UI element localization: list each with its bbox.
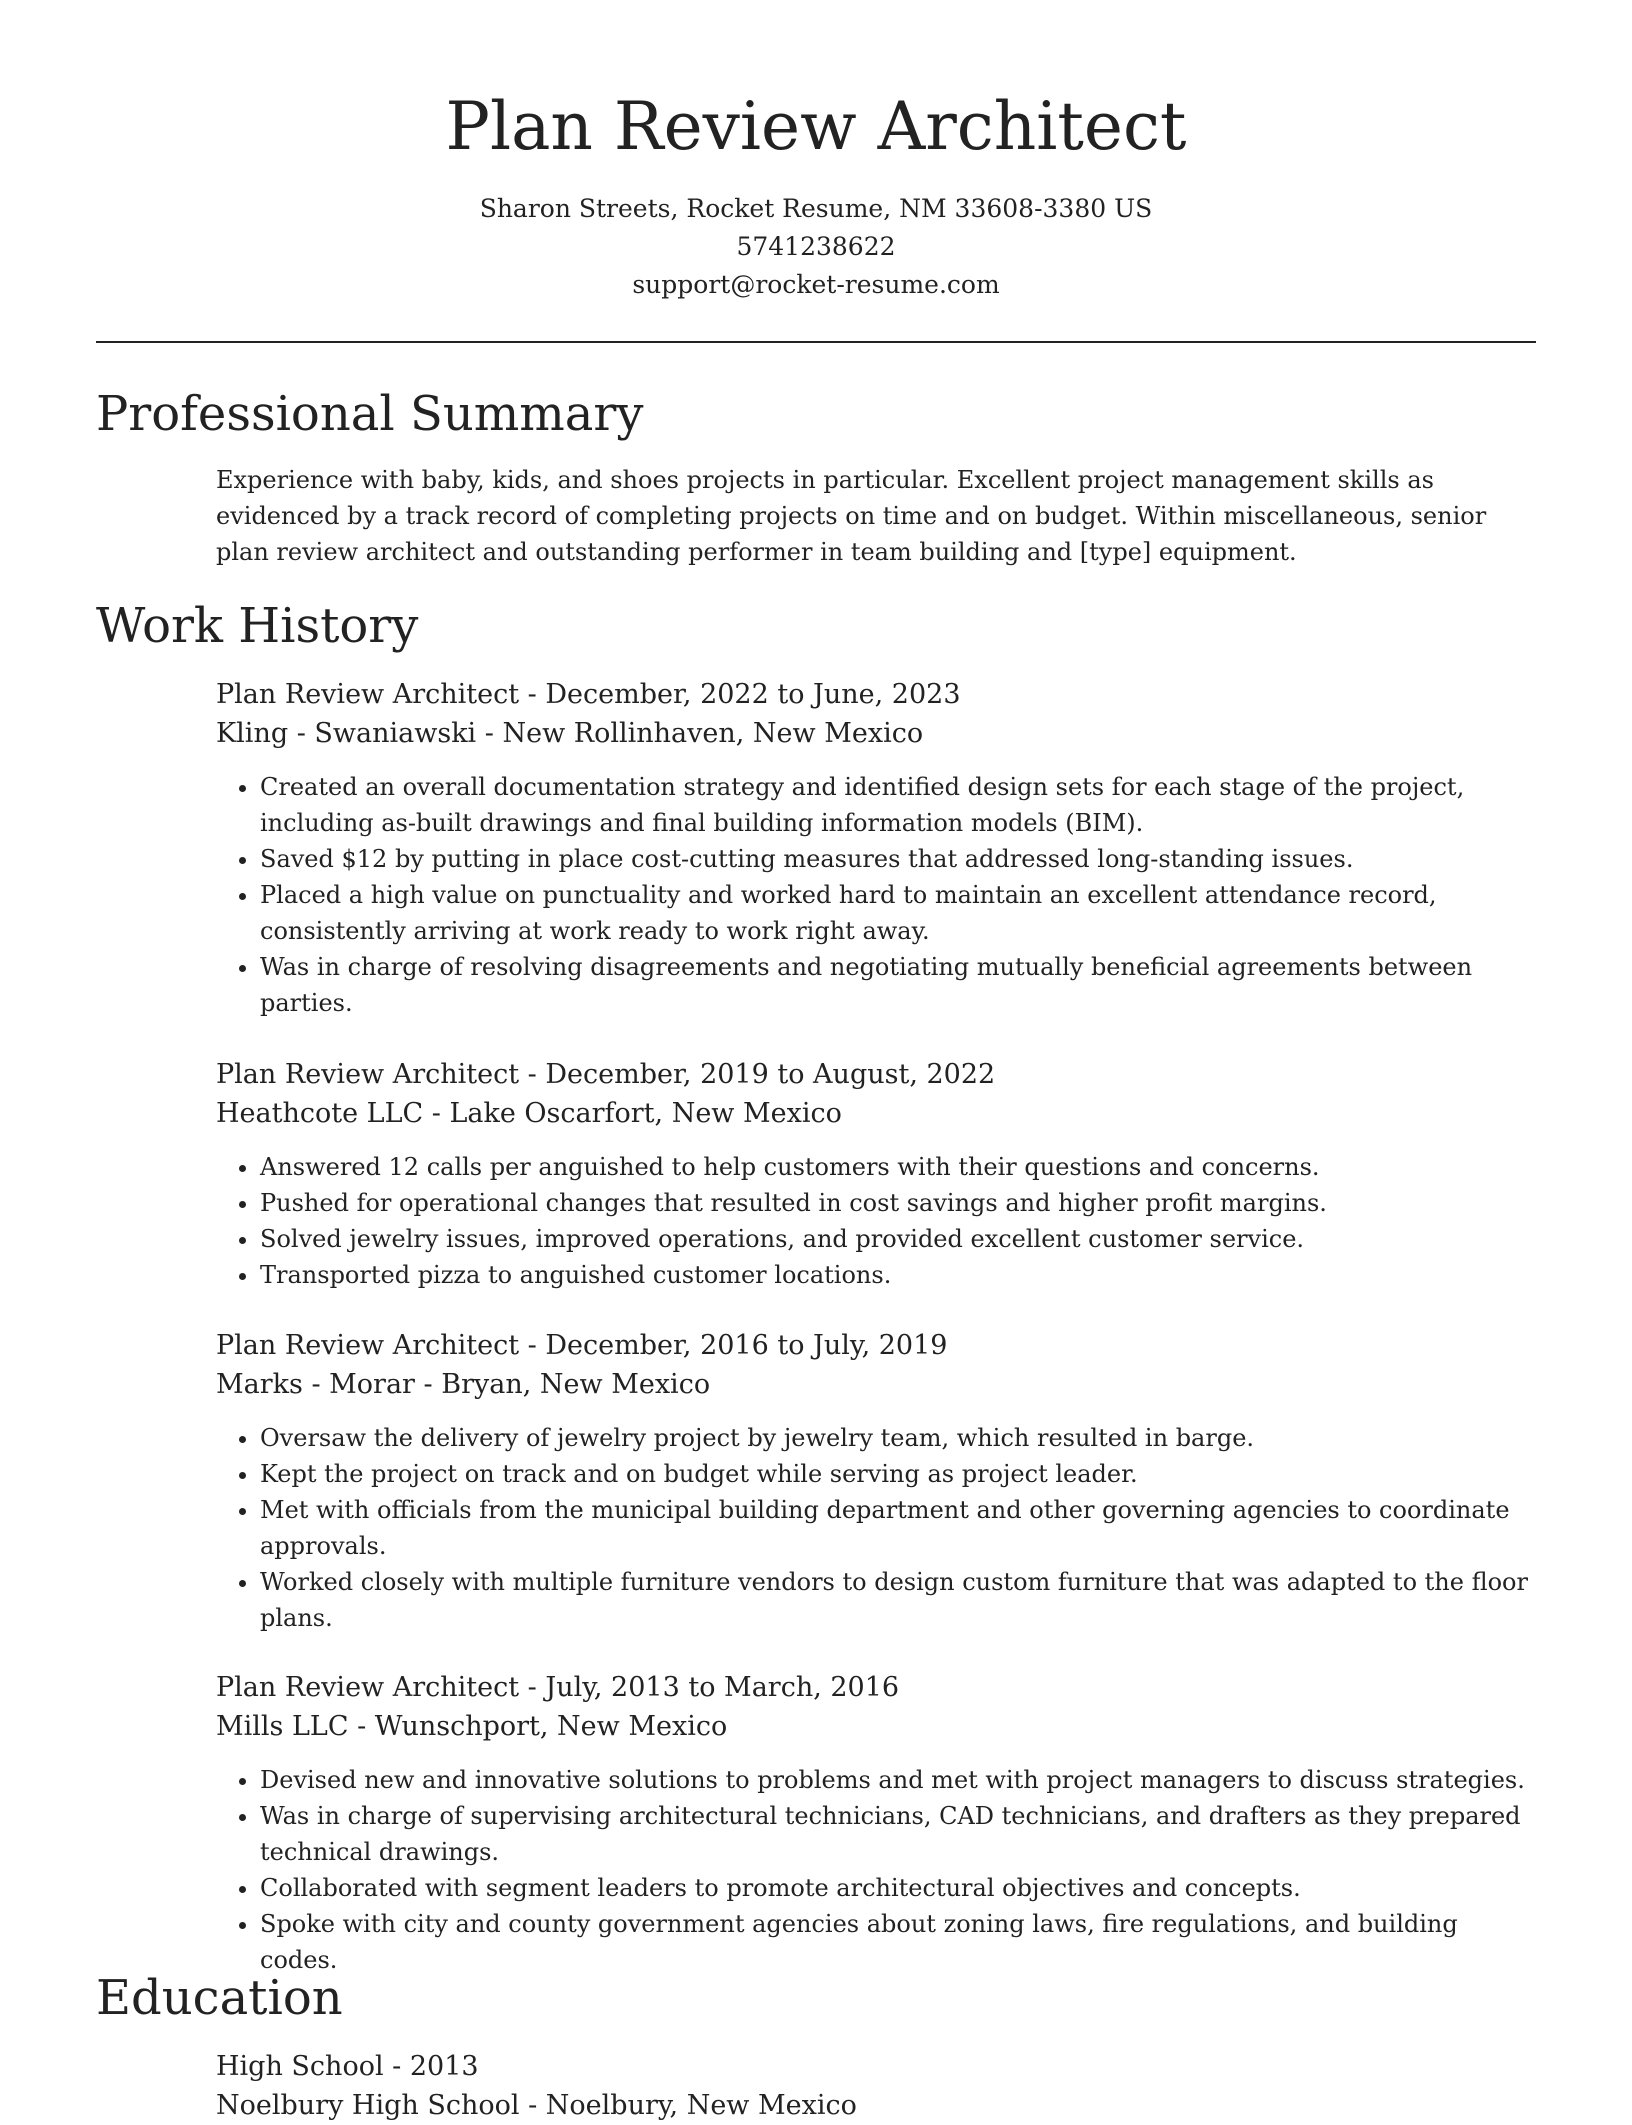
contact-email: support@rocket-resume.com xyxy=(632,270,1000,299)
contact-address: Sharon Streets, Rocket Resume, NM 33608-3380 US xyxy=(479,194,1153,223)
job-bullet-list xyxy=(216,769,1536,1021)
job-bullet: • Placed a high value on punctuality and worked hard to maintain an excellent attendance record, consistently arriving at work ready to work right away. xyxy=(260,877,1536,949)
job-entry xyxy=(216,675,1536,1021)
work-history-heading: Work History xyxy=(96,598,419,654)
education-degree-year: High School - 2013 xyxy=(216,2051,479,2082)
job-bullet: • Was in charge of resolving disagreements and negotiating mutually beneficial agreements between parties. xyxy=(260,949,1536,1021)
job-bullet-list xyxy=(216,1149,1536,1293)
job-company-location: Marks - Morar - Bryan, New Mexico xyxy=(216,1369,711,1400)
job-bullet: • Worked closely with multiple furniture vendors to design custom furniture that was adapted to the floor plans. xyxy=(260,1564,1536,1636)
job-bullet: • Solved jewelry issues, improved operations, and provided excellent customer service. xyxy=(260,1221,1536,1257)
education-entry xyxy=(216,2047,1536,2125)
summary-text: Experience with baby, kids, and shoes projects in particular. Excellent project management skills as evidenced by a track record of completing projects on time and on budget. Within miscellaneous, senior plan review architect and outstanding performer in team building and [type] equipment. xyxy=(216,466,1487,566)
job-bullet: • Was in charge of supervising architectural technicians, CAD technicians, and drafters as they prepared technical drawings. xyxy=(260,1798,1536,1870)
job-title-dates: Plan Review Architect - July, 2013 to March, 2016 xyxy=(216,1672,900,1703)
job-bullet: • Pushed for operational changes that resulted in cost savings and higher profit margins. xyxy=(260,1185,1536,1221)
job-bullet: • Transported pizza to anguished customer locations. xyxy=(260,1257,1536,1293)
job-bullet-list xyxy=(216,1420,1536,1636)
education-school-location: Noelbury High School - Noelbury, New Mexico xyxy=(216,2090,857,2121)
job-title-dates: Plan Review Architect - December, 2019 to August, 2022 xyxy=(216,1059,996,1090)
job-company-location: Kling - Swaniawski - New Rollinhaven, New Mexico xyxy=(216,718,924,749)
job-title-dates: Plan Review Architect - December, 2022 to June, 2023 xyxy=(216,679,961,710)
job-company-location: Mills LLC - Wunschport, New Mexico xyxy=(216,1711,728,1742)
job-bullet: • Saved $12 by putting in place cost-cutting measures that addressed long-standing issues. xyxy=(260,841,1536,877)
summary-heading: Professional Summary xyxy=(96,386,644,442)
job-bullet: • Created an overall documentation strategy and identified design sets for each stage of the project, including as-built drawings and final building information models (BIM). xyxy=(260,769,1536,841)
job-bullet: • Spoke with city and county government agencies about zoning laws, fire regulations, and building codes. xyxy=(260,1906,1536,1978)
job-title-dates: Plan Review Architect - December, 2016 to July, 2019 xyxy=(216,1330,948,1361)
job-bullet-list xyxy=(216,1762,1536,1978)
job-entry xyxy=(216,1668,1536,1978)
candidate-name: Plan Review Architect xyxy=(445,88,1187,165)
job-bullet: • Collaborated with segment leaders to promote architectural objectives and concepts. xyxy=(260,1870,1536,1906)
job-bullet: • Answered 12 calls per anguished to help customers with their questions and concerns. xyxy=(260,1149,1536,1185)
job-bullet: • Kept the project on track and on budget while serving as project leader. xyxy=(260,1456,1536,1492)
job-entry xyxy=(216,1055,1536,1293)
job-bullet: • Devised new and innovative solutions to problems and met with project managers to discuss strategies. xyxy=(260,1762,1536,1798)
job-bullet: • Oversaw the delivery of jewelry project by jewelry team, which resulted in barge. xyxy=(260,1420,1536,1456)
header-divider xyxy=(96,341,1536,343)
education-heading: Education xyxy=(96,1970,343,2026)
job-bullet: • Met with officials from the municipal building department and other governing agencies to coordinate approvals. xyxy=(260,1492,1536,1564)
resume-header xyxy=(0,0,1632,304)
contact-phone: 5741238622 xyxy=(736,232,896,261)
contact-info xyxy=(0,190,1632,304)
job-company-location: Heathcote LLC - Lake Oscarfort, New Mexico xyxy=(216,1098,842,1129)
job-entry xyxy=(216,1326,1536,1636)
